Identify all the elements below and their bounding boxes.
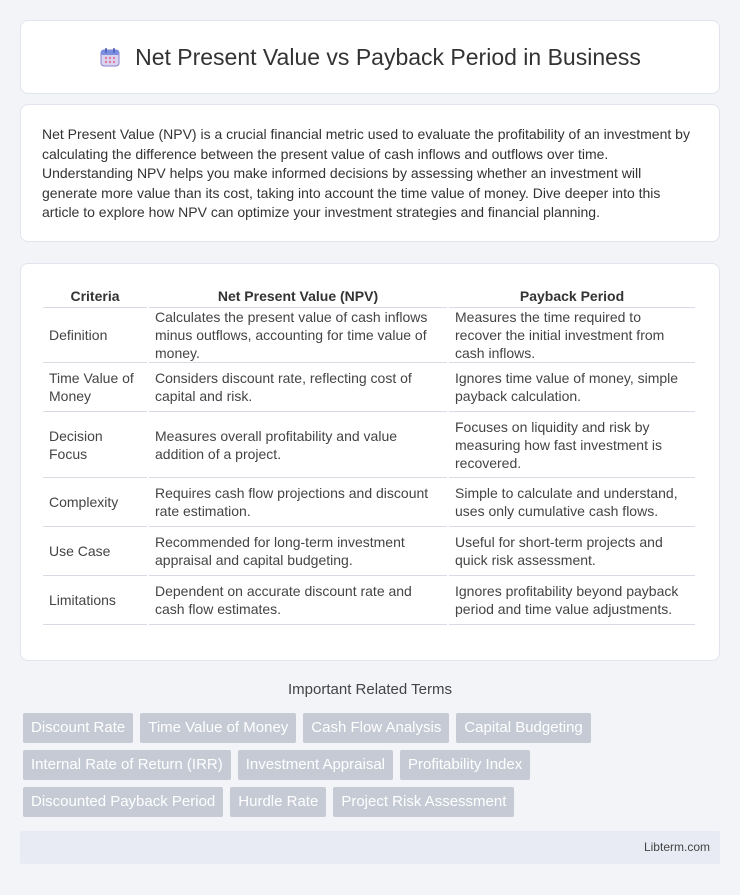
payback-cell: Simple to calculate and understand, uses only cumulative cash flows. [449,478,695,527]
tag-project-risk-assessment[interactable]: Project Risk Assessment [333,787,514,817]
tag-profitability-index[interactable]: Profitability Index [400,750,530,780]
table-row [43,363,695,412]
calendar-icon [99,46,121,68]
table-header-row [43,284,695,308]
npv-cell: Dependent on accurate discount rate and cash flow estimates. [149,576,447,625]
criteria-cell: Complexity [43,478,147,527]
table-row [43,412,695,478]
intro-text: Net Present Value (NPV) is a crucial financial metric used to evaluate the profitability of an investment by calculating the difference between the present value of cash inflows and outflows over time. Understanding NPV helps you make informed decisions by assessing whether an investment will generate more value than its cost, taking into account the time value of money. Dive deeper into this article to explore how NPV can optimize your investment strategies and financial planning. [42,126,690,221]
tag-hurdle-rate[interactable]: Hurdle Rate [230,787,326,817]
criteria-cell: Use Case [43,527,147,576]
tag-row [23,787,723,817]
table-row [43,478,695,527]
payback-cell: Ignores profitability beyond payback period and time value adjustments. [449,576,695,625]
page-title: Net Present Value vs Payback Period in Business [135,43,641,70]
header-criteria: Criteria [43,284,147,308]
tag-capital-budgeting[interactable]: Capital Budgeting [456,713,590,743]
payback-cell: Focuses on liquidity and risk by measuring how fast investment is recovered. [449,412,695,478]
tag-discounted-payback-period[interactable]: Discounted Payback Period [23,787,223,817]
npv-cell: Measures overall profitability and value addition of a project. [149,412,447,478]
tag-irr[interactable]: Internal Rate of Return (IRR) [23,750,231,780]
criteria-cell: Limitations [43,576,147,625]
tag-row [23,713,723,743]
header-npv: Net Present Value (NPV) [149,284,447,308]
footer-site-link[interactable]: Libterm.com [643,840,710,854]
npv-cell: Calculates the present value of cash inflows minus outflows, accounting for time value of money. [149,308,447,363]
tag-row [23,750,723,780]
table-row [43,576,695,625]
table-row [43,308,695,363]
related-terms-title: Important Related Terms [288,681,452,698]
title-card [20,20,720,94]
comparison-table [41,284,697,625]
tag-cash-flow-analysis[interactable]: Cash Flow Analysis [303,713,449,743]
tag-discount-rate[interactable]: Discount Rate [23,713,133,743]
npv-cell: Recommended for long-term investment appraisal and capital budgeting. [149,527,447,576]
related-terms [23,713,723,824]
payback-cell: Measures the time required to recover the initial investment from cash inflows. [449,308,695,363]
comparison-table-card [20,263,720,661]
footer [20,831,720,864]
criteria-cell: Time Value of Money [43,363,147,412]
tag-time-value-of-money[interactable]: Time Value of Money [140,713,296,743]
criteria-cell: Decision Focus [43,412,147,478]
header-payback: Payback Period [449,284,695,308]
table-row [43,527,695,576]
intro-card [20,104,720,242]
npv-cell: Requires cash flow projections and discount rate estimation. [149,478,447,527]
criteria-cell: Definition [43,308,147,363]
payback-cell: Ignores time value of money, simple payback calculation. [449,363,695,412]
tag-investment-appraisal[interactable]: Investment Appraisal [238,750,393,780]
npv-cell: Considers discount rate, reflecting cost of capital and risk. [149,363,447,412]
payback-cell: Useful for short-term projects and quick risk assessment. [449,527,695,576]
